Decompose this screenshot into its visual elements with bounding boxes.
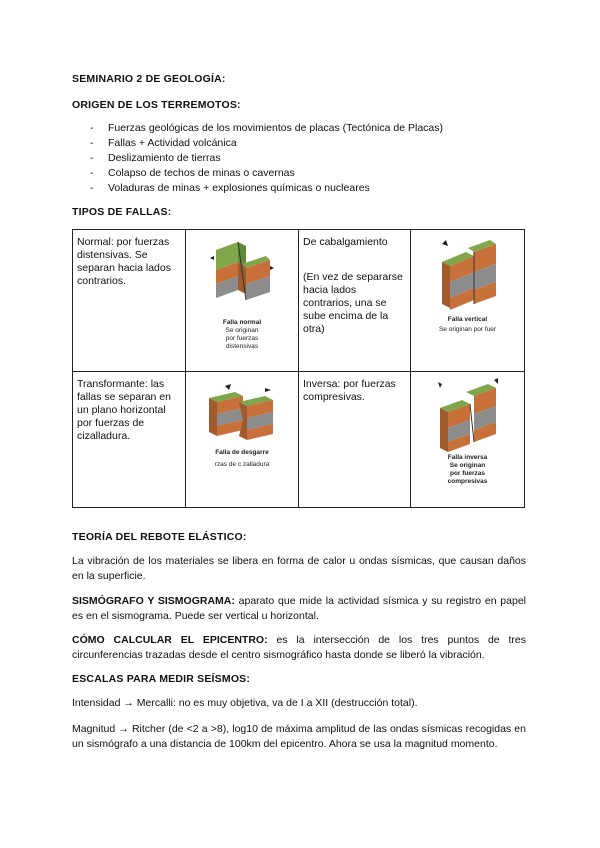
vertical-fault-figure-cell bbox=[411, 230, 525, 372]
seismograph-term: SISMÓGRAFO Y SISMOGRAMA: bbox=[72, 595, 235, 607]
transform-fault-text: Transformante: las fallas se separan en un plano horizontal por fuerzas de cizalladura. bbox=[77, 378, 171, 442]
transform-fault-figure bbox=[186, 372, 298, 507]
list-item: - Voladuras de minas + explosiones químicas o nucleares bbox=[90, 182, 370, 194]
list-item: - Fallas + Actividad volcánica bbox=[90, 137, 237, 149]
normal-fault-caption-2: Se originan bbox=[225, 327, 259, 334]
transform-fault-diagram-icon bbox=[205, 380, 279, 440]
normal-fault-figure-cell bbox=[186, 230, 299, 372]
origin-list bbox=[90, 121, 443, 196]
epicenter-text: es la intersección de los tres puntos de tres circunferencias trazadas desde el centro sismográfico hasta donde se liberó la vibración. bbox=[72, 634, 526, 661]
reverse-fault-description-cell bbox=[299, 372, 411, 508]
vertical-fault-caption-1: Falla vertical bbox=[447, 316, 488, 323]
thrust-fault-text-1: De cabalgamiento bbox=[303, 236, 388, 248]
list-item: - Deslizamiento de tierras bbox=[90, 152, 221, 164]
transform-fault-description-cell bbox=[73, 372, 186, 508]
document-title: SEMINARIO 2 DE GEOLOGÍA: bbox=[72, 73, 226, 85]
epicenter-paragraph bbox=[72, 633, 526, 663]
reverse-fault-figure bbox=[411, 372, 524, 507]
scales-heading: ESCALAS PARA MEDIR SEÍSMOS: bbox=[72, 673, 251, 685]
vertical-fault-diagram-icon bbox=[436, 238, 500, 320]
transform-fault-caption-2: rzas de c zalladura bbox=[214, 461, 270, 468]
reverse-fault-figure-cell bbox=[411, 372, 525, 508]
magnitude-paragraph: Magnitud → Ritcher (de <2 a >8), log10 de máxima amplitud de las ondas sísmicas recogidas en un sismógrafo a una distancia de 100km del epicentro. Ahora se usa la magnitud momento. bbox=[72, 723, 526, 750]
intensity-paragraph: Intensidad → Mercalli: no es muy objetiva, va de I a XII (destrucción total). bbox=[72, 697, 418, 709]
thrust-fault-text-2: (En vez de separarse hacia lados contrarios, una se sube encima de la otra) bbox=[303, 271, 403, 335]
reverse-fault-diagram-icon bbox=[436, 378, 500, 458]
epicenter-term: CÓMO CALCULAR EL EPICENTRO: bbox=[72, 634, 268, 646]
list-item: - Colapso de techos de minas o cavernas bbox=[90, 167, 295, 179]
reverse-fault-caption-3: por fuerzas bbox=[449, 470, 486, 477]
vertical-fault-figure bbox=[411, 230, 524, 371]
rebound-paragraph: La vibración de los materiales se libera en forma de calor u ondas sísmicas, que causan daños en la superficie. bbox=[72, 555, 526, 582]
list-item: - Fuerzas geológicas de los movimientos de placas (Tectónica de Placas) bbox=[90, 122, 444, 134]
normal-fault-description-cell bbox=[73, 230, 186, 372]
thrust-fault-description-cell bbox=[299, 230, 411, 372]
vertical-fault-caption-2: Se originan por fuer bbox=[438, 326, 497, 333]
normal-fault-text: Normal: por fuerzas distensivas. Se separan hacia lados contrarios. bbox=[77, 236, 171, 287]
rebound-heading: TEORÍA DEL REBOTE ELÁSTICO: bbox=[72, 531, 247, 543]
normal-fault-caption-3: por fuerzas bbox=[225, 335, 259, 342]
seismograph-paragraph bbox=[72, 594, 526, 624]
reverse-fault-caption-2: Se originan bbox=[449, 462, 486, 469]
transform-fault-caption-1: Falla de desgarre bbox=[215, 449, 269, 456]
normal-fault-diagram-icon bbox=[210, 236, 274, 316]
reverse-fault-caption-4: compresivas bbox=[447, 478, 488, 485]
normal-fault-caption-4: distensivas bbox=[225, 343, 259, 350]
fault-types-table bbox=[72, 229, 525, 508]
normal-fault-caption-1: Falla normal bbox=[222, 319, 262, 326]
seismograph-text: aparato que mide la actividad sísmica y su registro en papel es en el sismograma. Puede ser vertical u horizontal. bbox=[72, 595, 526, 622]
reverse-fault-text: Inversa: por fuerzas compresivas. bbox=[303, 378, 396, 403]
origin-heading: ORIGEN DE LOS TERREMOTOS: bbox=[72, 99, 241, 111]
transform-fault-figure-cell bbox=[186, 372, 299, 508]
reverse-fault-caption-1: Falla inversa bbox=[447, 454, 488, 461]
normal-fault-figure bbox=[186, 230, 298, 371]
faults-heading: TIPOS DE FALLAS: bbox=[72, 206, 172, 218]
